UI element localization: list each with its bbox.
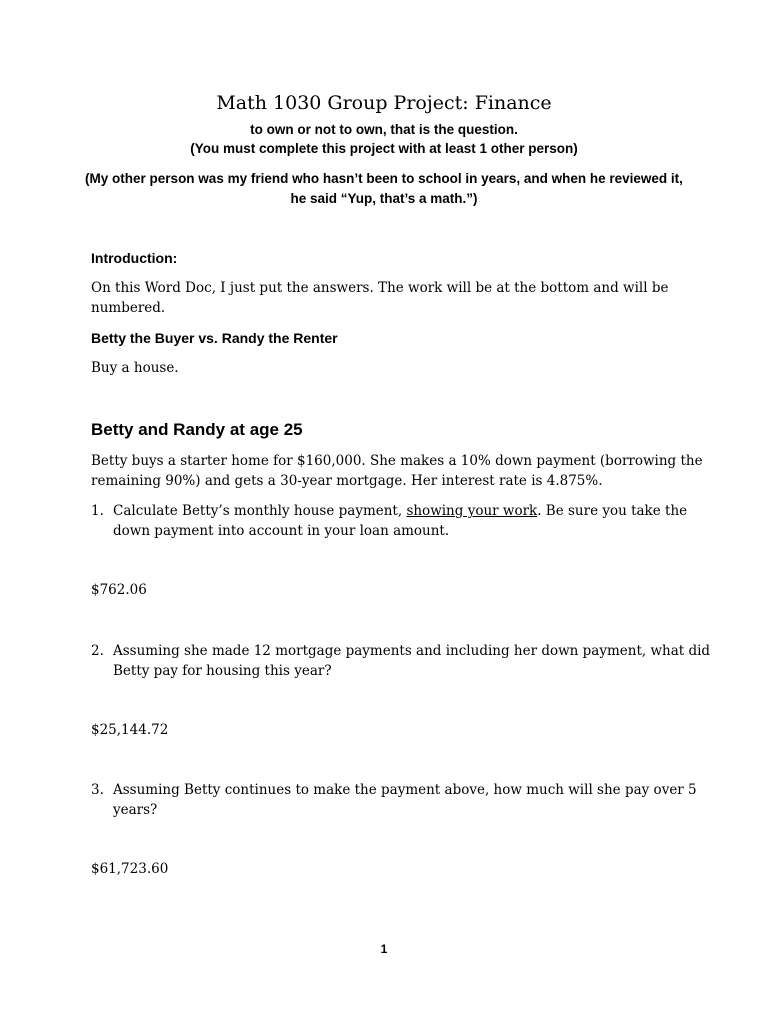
question-text-line-1: Assuming she made 12 mortgage payments and including her down payment, what did <box>113 643 711 659</box>
question-number: 3. <box>91 782 104 798</box>
introduction-heading: Introduction: <box>91 250 178 266</box>
question-text-line-1: Assuming Betty continues to make the payment above, how much will she pay over 5 <box>113 782 697 798</box>
introduction-text-line-1: On this Word Doc, I just put the answers. The work will be at the bottom and will be <box>91 280 669 296</box>
document-title: Math 1030 Group Project: Finance <box>216 92 552 114</box>
question-text-line-1: Calculate Betty’s monthly house payment, showing your work. Be sure you take the <box>113 503 688 519</box>
section-intro-line-2: remaining 90%) and gets a 30-year mortgage. Her interest rate is 4.875%. <box>91 473 603 489</box>
versus-heading: Betty the Buyer vs. Randy the Renter <box>91 330 338 346</box>
question-text-line-2: Betty pay for housing this year? <box>113 663 332 679</box>
partner-note-line-2: he said “Yup, that’s a math.”) <box>290 191 478 206</box>
page-number: 1 <box>380 942 388 956</box>
question-number: 2. <box>91 643 104 659</box>
subtitle-requirement: (You must complete this project with at least 1 other person) <box>190 141 578 156</box>
choice-text: Buy a house. <box>91 360 179 376</box>
introduction-text-line-2: numbered. <box>91 300 166 316</box>
section-heading: Betty and Randy at age 25 <box>91 420 303 439</box>
answer-value: $61,723.60 <box>91 861 169 877</box>
subtitle-question: to own or not to own, that is the question. <box>250 122 518 137</box>
section-intro-line-1: Betty buys a starter home for $160,000. She makes a 10% down payment (borrowing the <box>91 453 703 469</box>
answer-value: $762.06 <box>91 582 147 598</box>
question-text-line-2: down payment into account in your loan amount. <box>113 523 450 539</box>
emphasis-underline: showing your work <box>406 503 538 519</box>
question-text-line-2: years? <box>113 802 158 818</box>
answer-value: $25,144.72 <box>91 722 169 738</box>
partner-note-line-1: (My other person was my friend who hasn’t been to school in years, and when he reviewed it, <box>85 171 683 186</box>
question-number: 1. <box>91 503 104 519</box>
